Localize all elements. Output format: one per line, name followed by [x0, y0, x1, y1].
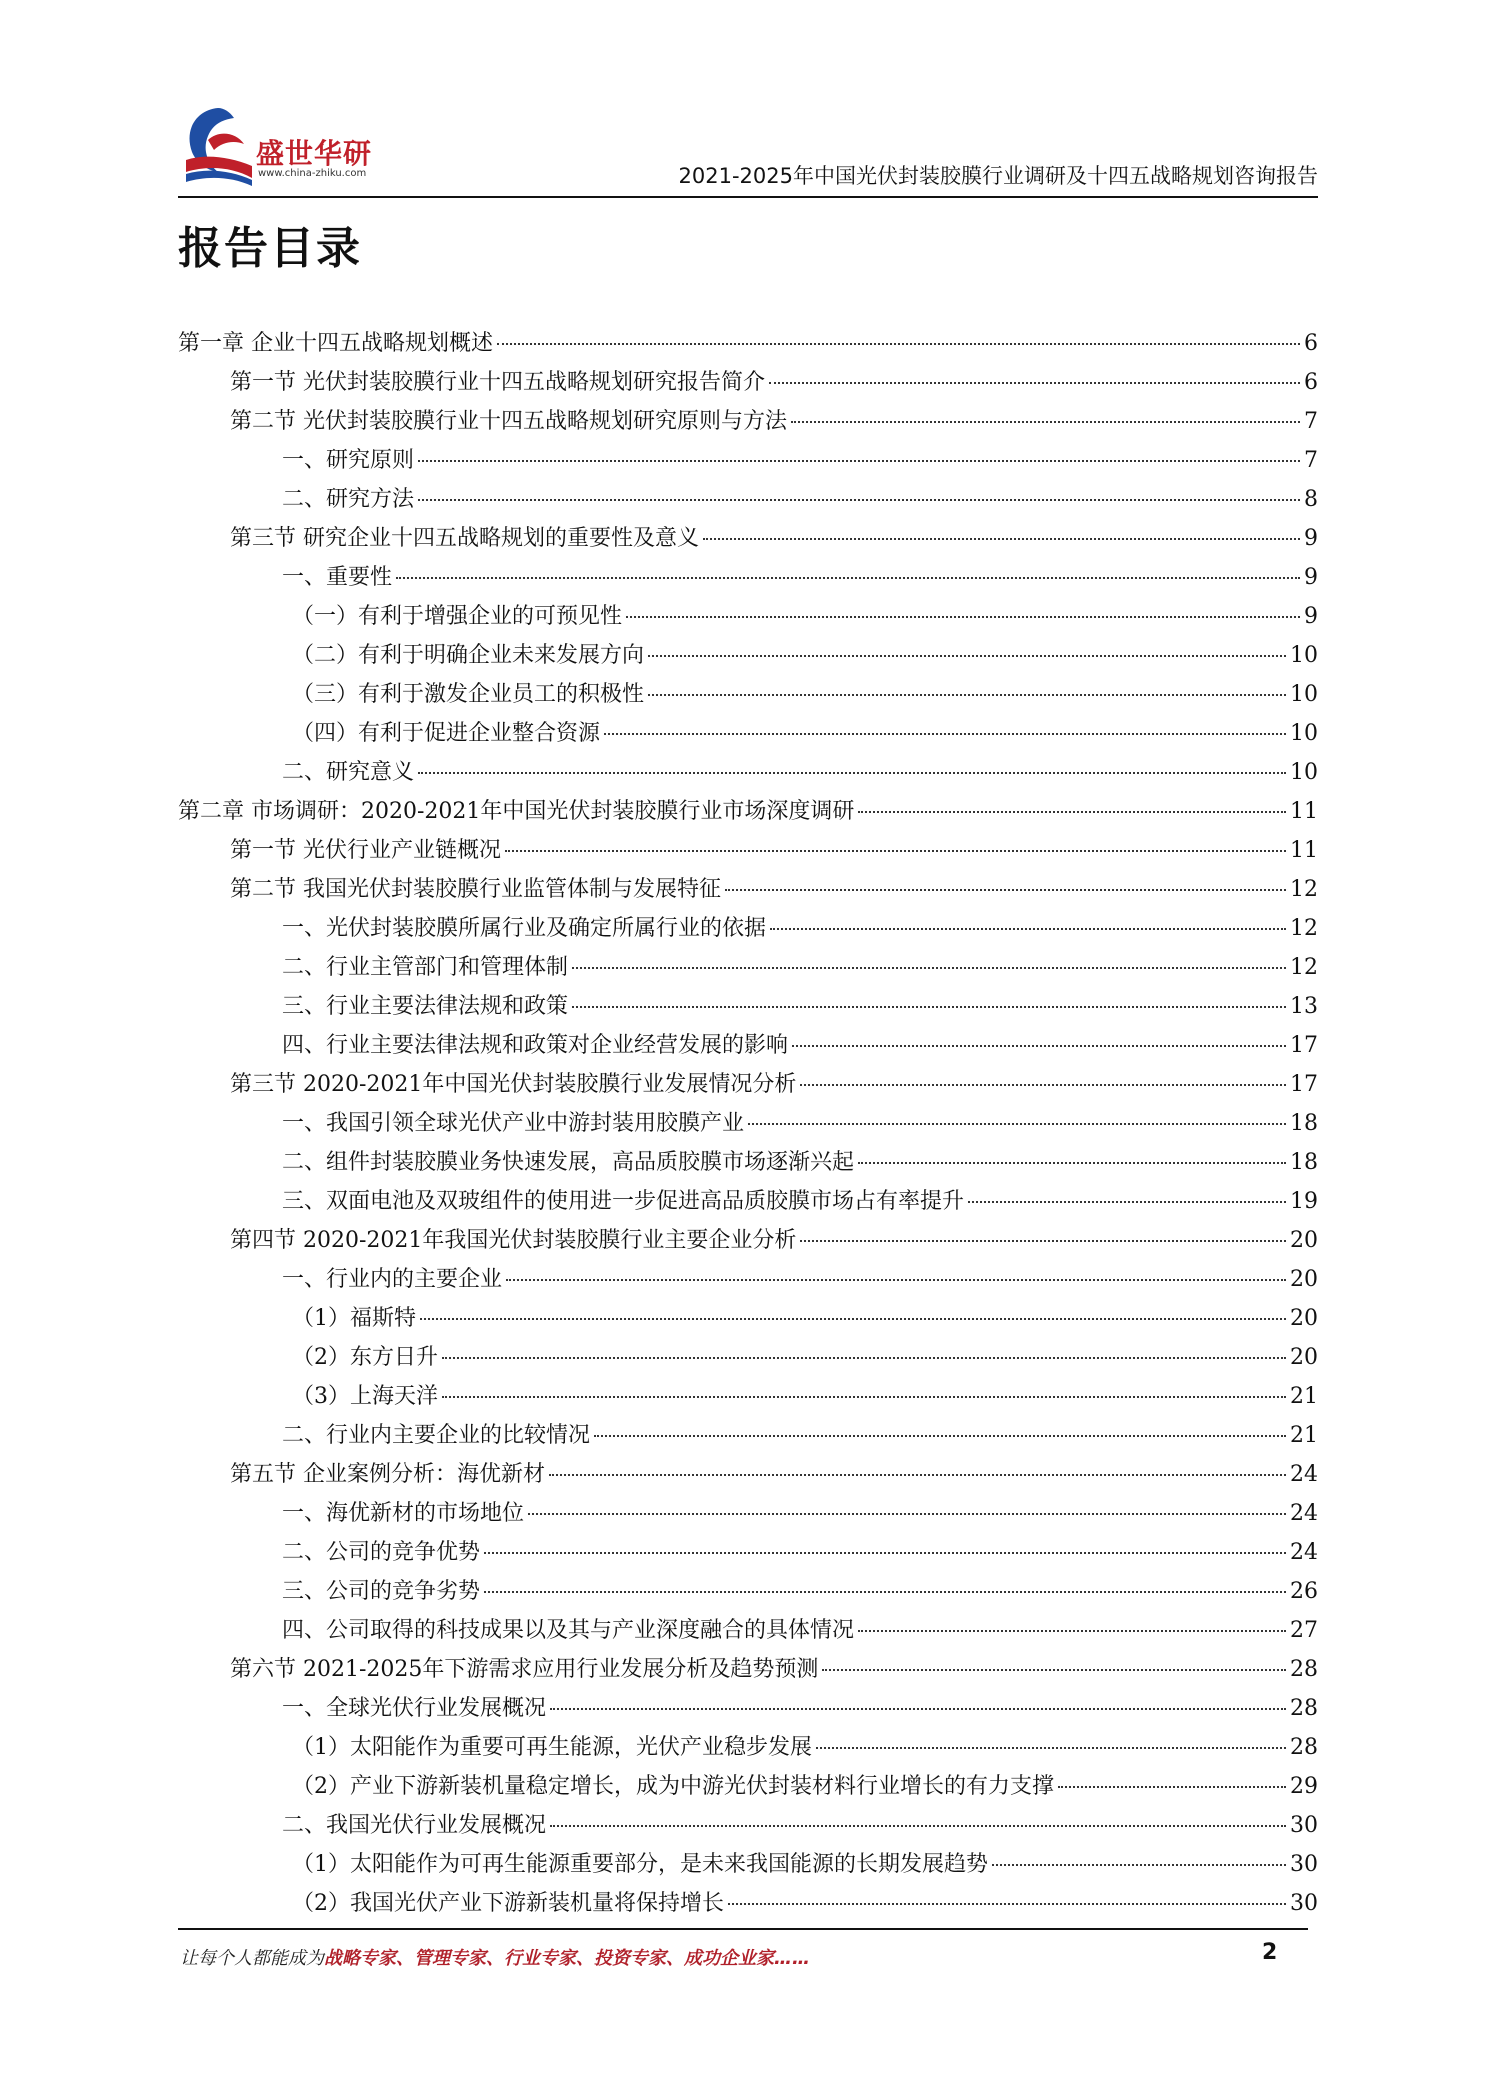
toc-entry-label: 第三节 研究企业十四五战略规划的重要性及意义: [230, 526, 699, 551]
toc-entry-page: 10: [1290, 721, 1318, 746]
toc-dot-leader: [484, 1552, 1286, 1554]
toc-entry[interactable]: [178, 443, 1318, 482]
toc-dot-leader: [604, 733, 1286, 735]
toc-entry-label: 二、研究方法: [282, 487, 415, 512]
toc-entry[interactable]: [178, 326, 1318, 365]
toc-entry-label: 一、行业内的主要企业: [282, 1267, 503, 1292]
toc-entry-label: 第一节 光伏封装胶膜行业十四五战略规划研究报告简介: [230, 370, 765, 395]
toc-entry[interactable]: [178, 638, 1318, 677]
toc-entry-page: 20: [1290, 1345, 1318, 1370]
toc-dot-leader: [648, 694, 1286, 696]
page-header: [178, 100, 1318, 196]
toc-entry-label: 二、研究意义: [282, 760, 415, 785]
toc-entry-page: 9: [1304, 604, 1318, 629]
toc-dot-leader: [792, 1045, 1286, 1047]
company-logo: [178, 100, 448, 192]
toc-entry[interactable]: [178, 1457, 1318, 1496]
toc-dot-leader: [858, 811, 1286, 813]
toc-dot-leader: [626, 616, 1300, 618]
toc-entry[interactable]: [178, 1262, 1318, 1301]
toc-entry-label: 第一节 光伏行业产业链概况: [230, 838, 501, 863]
toc-entry-label: 一、海优新材的市场地位: [282, 1501, 525, 1526]
toc-entry-label: 二、我国光伏行业发展概况: [282, 1813, 547, 1838]
toc-entry-label: （1）太阳能作为可再生能源重要部分，是未来我国能源的长期发展趋势: [292, 1852, 988, 1877]
slogan-prefix: 让每个人都能成为: [180, 1948, 324, 1969]
toc-entry-label: （2）东方日升: [292, 1345, 438, 1370]
toc-dot-leader: [549, 1474, 1286, 1476]
toc-entry-page: 10: [1290, 682, 1318, 707]
toc-entry-page: 28: [1290, 1696, 1318, 1721]
toc-entry-page: 7: [1304, 448, 1318, 473]
toc-entry-page: 12: [1290, 955, 1318, 980]
toc-entry-page: 19: [1290, 1189, 1318, 1214]
toc-entry[interactable]: [178, 1223, 1318, 1262]
toc-dot-leader: [1058, 1786, 1286, 1788]
toc-entry[interactable]: [178, 716, 1318, 755]
toc-entry-page: 12: [1290, 916, 1318, 941]
toc-dot-leader: [418, 772, 1286, 774]
table-of-contents: [178, 326, 1318, 1925]
toc-dot-leader: [418, 499, 1300, 501]
toc-dot-leader: [442, 1396, 1286, 1398]
toc-entry[interactable]: [178, 1301, 1318, 1340]
toc-dot-leader: [550, 1825, 1286, 1827]
toc-dot-leader: [497, 343, 1300, 345]
toc-entry-page: 30: [1290, 1813, 1318, 1838]
toc-entry-page: 9: [1304, 526, 1318, 551]
toc-entry-page: 20: [1290, 1306, 1318, 1331]
toc-entry-page: 6: [1304, 331, 1318, 356]
toc-entry-label: 二、行业主管部门和管理体制: [282, 955, 569, 980]
toc-entry-page: 17: [1290, 1072, 1318, 1097]
slogan-highlight: 战略专家、管理专家、行业专家、投资专家、成功企业家……: [324, 1948, 810, 1969]
toc-dot-leader: [418, 460, 1300, 462]
toc-entry[interactable]: [178, 1496, 1318, 1535]
toc-entry[interactable]: [178, 560, 1318, 599]
toc-entry[interactable]: [178, 1340, 1318, 1379]
toc-entry-page: 24: [1290, 1540, 1318, 1565]
toc-entry[interactable]: [178, 521, 1318, 560]
toc-entry-label: 二、组件封装胶膜业务快速发展，高品质胶膜市场逐渐兴起: [282, 1150, 855, 1175]
footer-slogan: [180, 1944, 810, 1970]
toc-entry[interactable]: [178, 1847, 1318, 1886]
toc-dot-leader: [396, 577, 1300, 579]
toc-dot-leader: [572, 1006, 1286, 1008]
toc-dot-leader: [550, 1708, 1286, 1710]
toc-entry-page: 18: [1290, 1150, 1318, 1175]
toc-entry-page: 28: [1290, 1735, 1318, 1760]
toc-entry[interactable]: [178, 1574, 1318, 1613]
toc-entry-label: （2）产业下游新装机量稳定增长，成为中游光伏封装材料行业增长的有力支撑: [292, 1774, 1054, 1799]
toc-entry-label: 四、行业主要法律法规和政策对企业经营发展的影响: [282, 1033, 789, 1058]
toc-entry-label: 第五节 企业案例分析：海优新材: [230, 1462, 545, 1487]
toc-entry-page: 9: [1304, 565, 1318, 590]
toc-entry-page: 13: [1290, 994, 1318, 1019]
toc-entry[interactable]: [178, 1379, 1318, 1418]
toc-entry-page: 17: [1290, 1033, 1318, 1058]
toc-entry-page: 10: [1290, 760, 1318, 785]
toc-entry[interactable]: [178, 794, 1318, 833]
toc-entry-page: 11: [1290, 838, 1318, 863]
toc-entry-page: 20: [1290, 1267, 1318, 1292]
toc-dot-leader: [822, 1669, 1286, 1671]
brand-url: www.china-zhiku.com: [258, 168, 367, 179]
toc-entry-page: 12: [1290, 877, 1318, 902]
toc-entry-page: 30: [1290, 1852, 1318, 1877]
toc-entry[interactable]: [178, 1418, 1318, 1457]
toc-entry-label: （一）有利于增强企业的可预见性: [292, 604, 623, 629]
toc-entry-label: 三、双面电池及双玻组件的使用进一步促进高品质胶膜市场占有率提升: [282, 1189, 965, 1214]
toc-entry[interactable]: [178, 755, 1318, 794]
toc-entry-page: 26: [1290, 1579, 1318, 1604]
toc-entry[interactable]: [178, 404, 1318, 443]
toc-entry[interactable]: [178, 599, 1318, 638]
toc-entry-label: （1）福斯特: [292, 1306, 416, 1331]
toc-dot-leader: [484, 1591, 1286, 1593]
toc-entry[interactable]: [178, 950, 1318, 989]
toc-entry-label: （三）有利于激发企业员工的积极性: [292, 682, 645, 707]
toc-entry[interactable]: [178, 1769, 1318, 1808]
toc-dot-leader: [725, 889, 1286, 891]
toc-entry-label: 一、重要性: [282, 565, 393, 590]
toc-entry-page: 27: [1290, 1618, 1318, 1643]
toc-entry[interactable]: [178, 365, 1318, 404]
toc-dot-leader: [791, 421, 1300, 423]
document-title: 2021-2025年中国光伏封装胶膜行业调研及十四五战略规划咨询报告: [678, 164, 1318, 188]
toc-entry-label: 第二节 我国光伏封装胶膜行业监管体制与发展特征: [230, 877, 721, 902]
toc-entry-label: 一、全球光伏行业发展概况: [282, 1696, 547, 1721]
toc-entry-label: （四）有利于促进企业整合资源: [292, 721, 601, 746]
toc-dot-leader: [858, 1630, 1286, 1632]
toc-entry-page: 10: [1290, 643, 1318, 668]
toc-dot-leader: [769, 382, 1300, 384]
toc-entry[interactable]: [178, 1886, 1318, 1925]
toc-dot-leader: [858, 1162, 1286, 1164]
toc-entry-label: （2）我国光伏产业下游新装机量将保持增长: [292, 1891, 724, 1916]
toc-entry[interactable]: [178, 1730, 1318, 1769]
toc-entry-page: 21: [1290, 1384, 1318, 1409]
toc-entry-label: 二、行业内主要企业的比较情况: [282, 1423, 591, 1448]
toc-dot-leader: [594, 1435, 1286, 1437]
toc-entry[interactable]: [178, 1028, 1318, 1067]
toc-entry[interactable]: [178, 833, 1318, 872]
toc-dot-leader: [648, 655, 1286, 657]
toc-entry-page: 6: [1304, 370, 1318, 395]
page-number: 2: [1262, 1940, 1278, 1965]
toc-dot-leader: [703, 538, 1300, 540]
toc-dot-leader: [770, 928, 1286, 930]
toc-dot-leader: [800, 1240, 1286, 1242]
toc-dot-leader: [748, 1123, 1286, 1125]
toc-dot-leader: [800, 1084, 1286, 1086]
toc-entry-label: （二）有利于明确企业未来发展方向: [292, 643, 645, 668]
toc-entry[interactable]: [178, 989, 1318, 1028]
toc-dot-leader: [572, 967, 1286, 969]
toc-entry[interactable]: [178, 911, 1318, 950]
toc-entry-label: 一、研究原则: [282, 448, 415, 473]
toc-entry-page: 11: [1290, 799, 1318, 824]
toc-entry-label: 三、公司的竞争劣势: [282, 1579, 481, 1604]
toc-entry-page: 28: [1290, 1657, 1318, 1682]
toc-entry-page: 18: [1290, 1111, 1318, 1136]
toc-entry-page: 29: [1290, 1774, 1318, 1799]
toc-entry[interactable]: [178, 677, 1318, 716]
toc-entry[interactable]: [178, 1691, 1318, 1730]
page-title: 报告目录: [178, 223, 362, 274]
toc-entry-label: （1）太阳能作为重要可再生能源，光伏产业稳步发展: [292, 1735, 812, 1760]
toc-entry[interactable]: [178, 1106, 1318, 1145]
brand-name: 盛世华研: [256, 137, 373, 170]
toc-entry[interactable]: [178, 1613, 1318, 1652]
toc-dot-leader: [420, 1318, 1286, 1320]
toc-dot-leader: [728, 1903, 1286, 1905]
toc-entry-label: （3）上海天洋: [292, 1384, 438, 1409]
toc-entry-label: 第二章 市场调研：2020-2021年中国光伏封装胶膜行业市场深度调研: [178, 799, 855, 824]
toc-entry-label: 第四节 2020-2021年我国光伏封装胶膜行业主要企业分析: [230, 1228, 797, 1253]
toc-entry[interactable]: [178, 1808, 1318, 1847]
toc-entry-page: 8: [1304, 487, 1318, 512]
footer-divider: [178, 1928, 1308, 1930]
toc-dot-leader: [816, 1747, 1286, 1749]
toc-entry-label: 二、公司的竞争优势: [282, 1540, 481, 1565]
toc-entry[interactable]: [178, 1652, 1318, 1691]
toc-dot-leader: [968, 1201, 1286, 1203]
toc-entry[interactable]: [178, 1184, 1318, 1223]
toc-entry-label: 一、我国引领全球光伏产业中游封装用胶膜产业: [282, 1111, 745, 1136]
toc-entry-page: 24: [1290, 1462, 1318, 1487]
toc-entry-page: 20: [1290, 1228, 1318, 1253]
logo-emblem-icon: [178, 100, 258, 192]
toc-entry[interactable]: [178, 1145, 1318, 1184]
toc-entry[interactable]: [178, 1535, 1318, 1574]
toc-dot-leader: [992, 1864, 1286, 1866]
toc-dot-leader: [442, 1357, 1286, 1359]
toc-entry-label: 四、公司取得的科技成果以及其与产业深度融合的具体情况: [282, 1618, 855, 1643]
toc-dot-leader: [505, 850, 1286, 852]
toc-entry-page: 21: [1290, 1423, 1318, 1448]
toc-entry-label: 第三节 2020-2021年中国光伏封装胶膜行业发展情况分析: [230, 1072, 797, 1097]
toc-entry-label: 第一章 企业十四五战略规划概述: [178, 331, 493, 356]
toc-entry-page: 30: [1290, 1891, 1318, 1916]
toc-entry-label: 第六节 2021-2025年下游需求应用行业发展分析及趋势预测: [230, 1657, 819, 1682]
toc-entry-page: 24: [1290, 1501, 1318, 1526]
toc-entry-label: 第二节 光伏封装胶膜行业十四五战略规划研究原则与方法: [230, 409, 787, 434]
toc-dot-leader: [506, 1279, 1286, 1281]
header-divider: [178, 196, 1318, 198]
toc-entry-label: 三、行业主要法律法规和政策: [282, 994, 569, 1019]
toc-entry[interactable]: [178, 872, 1318, 911]
toc-entry-label: 一、光伏封装胶膜所属行业及确定所属行业的依据: [282, 916, 767, 941]
toc-entry-page: 7: [1304, 409, 1318, 434]
toc-dot-leader: [528, 1513, 1286, 1515]
toc-entry[interactable]: [178, 482, 1318, 521]
toc-entry[interactable]: [178, 1067, 1318, 1106]
